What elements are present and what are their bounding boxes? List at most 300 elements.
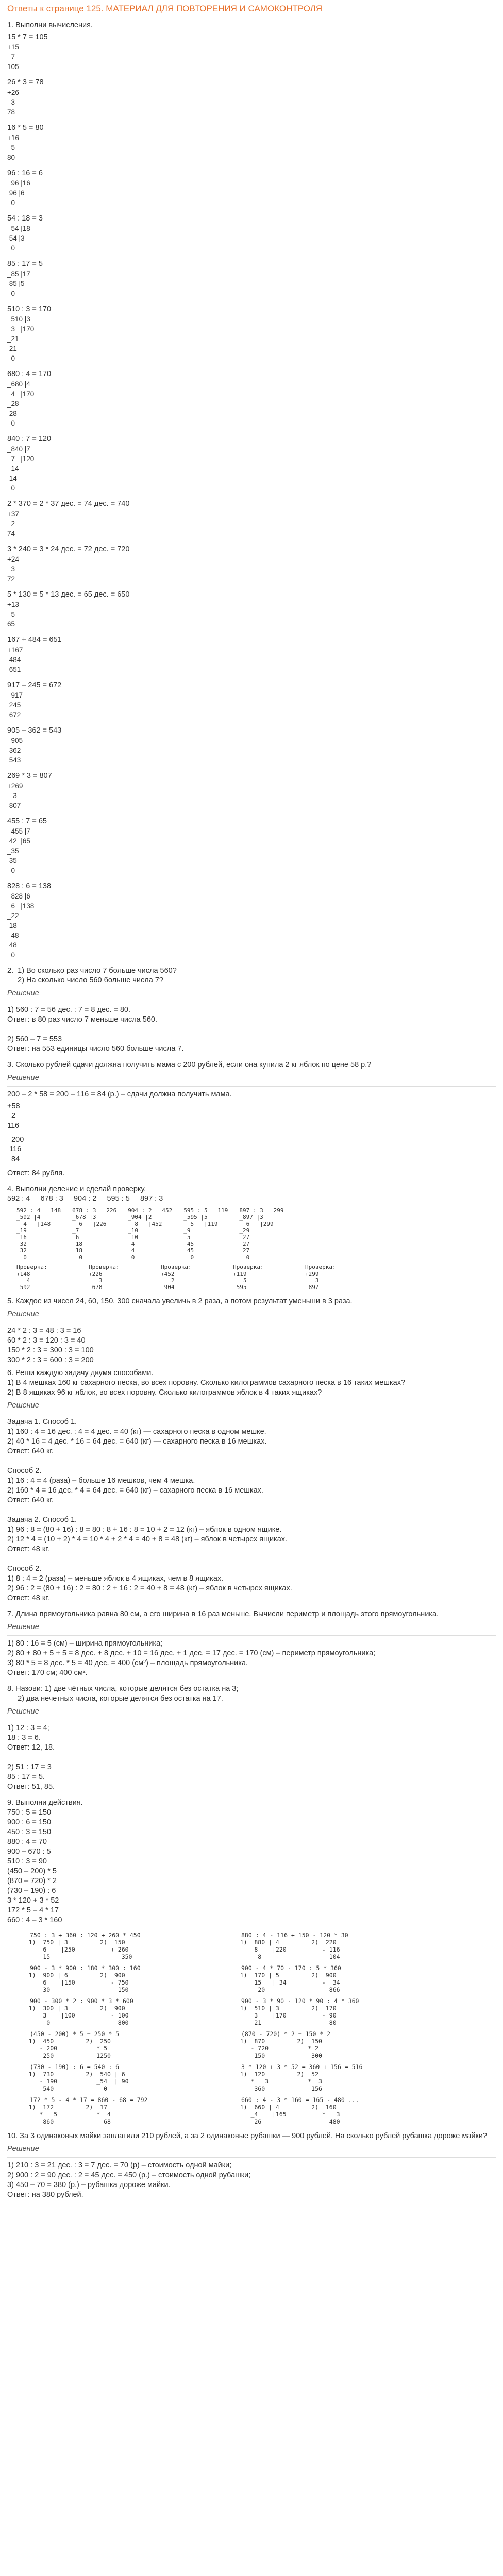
text-line: [7, 1456, 496, 1466]
expression-head: 172 * 5 - 4 * 17 = 860 - 68 = 792: [30, 2096, 148, 2104]
text-line: Ответ: 640 кг.: [7, 1496, 54, 1504]
task-1: [7, 21, 496, 960]
text-line: 3: [7, 98, 15, 106]
calc-line: _29: [239, 1227, 250, 1234]
text-line: 16 * 5 = 80: [7, 124, 44, 132]
text-line: 105: [7, 63, 19, 71]
text-line: 14: [7, 474, 17, 482]
calc-line: 4: [16, 1277, 30, 1284]
text-line: Ответ: 170 см; 400 см².: [7, 1669, 88, 1677]
expression-line: 1) 172 2) 17: [14, 2104, 108, 2111]
calc-line: 6 |226: [72, 1221, 107, 1227]
reshenie-label: Решение: [7, 1310, 39, 1318]
task-8-solution: [7, 1723, 496, 1792]
calc-block: [7, 882, 496, 960]
task-4-numbers: 592 : 4 678 : 3 904 : 2 595 : 5 897 : 3: [7, 1195, 163, 1203]
expression-line: 150 300: [226, 2052, 322, 2059]
task-3-heading: 3. Сколько рублей сдачи должна получить мама с 200 рублей, если она купила 2 кг яблок по цене 58 р.?: [7, 1061, 372, 1069]
text-line: _840 |7: [7, 445, 30, 453]
worked-expression: [226, 2030, 442, 2059]
text-line: 24 * 2 : 3 = 48 : 3 = 16: [7, 1327, 81, 1335]
text-line: 7: [7, 53, 15, 61]
expression-line: 0 800: [14, 2019, 129, 2026]
text-line: _35: [7, 847, 19, 855]
text-line: 1) 12 : 3 = 4;: [7, 1724, 49, 1732]
text-line: 116: [7, 1145, 22, 1154]
calc-line: _904 |2: [128, 1214, 152, 1221]
text-line: _905: [7, 737, 23, 744]
expression-line: _3 |170 - 90: [226, 2012, 337, 2019]
expression-line: 540 0: [14, 2085, 108, 2092]
text-line: 651: [7, 666, 21, 673]
calc-line: 592: [16, 1284, 30, 1291]
text-line: 3 * 240 = 3 * 24 дес. = 72 дес. = 720: [7, 545, 130, 553]
task-4: [7, 1184, 496, 1291]
task-2-heading: 2. 1) Во сколько раз число 7 больше числа 560?: [7, 967, 177, 975]
text-line: 78: [7, 108, 15, 116]
task-8-heading: 8. Назови: 1) две чётных числа, которые делятся без остатка на 3;: [7, 1685, 239, 1693]
text-line: 807: [7, 802, 21, 809]
expression-head: (450 - 200) * 5 = 250 * 5: [30, 2030, 120, 2038]
calc-line: _592 |4: [16, 1214, 41, 1221]
text-line: 2) 40 * 16 = 4 дес. * 16 = 64 дес. = 640 (кг) — сахарного песка в 16 мешках.: [7, 1437, 267, 1446]
text-line: 2) 900 : 2 = 90 дес. : 2 = 45 дес. = 450 (р.) – стоимость одной рубашки;: [7, 2171, 251, 2179]
calc-line: _32: [16, 1241, 27, 1247]
calc-line: 5: [233, 1277, 247, 1284]
expression-line: 21 80: [226, 2019, 337, 2026]
calc-line: Проверка:: [233, 1264, 264, 1270]
worked-expression: [226, 1964, 442, 1993]
expression-line: - 190 _54 | 90: [14, 2078, 129, 2085]
calc-line: +226: [89, 1270, 103, 1277]
divider: [7, 1086, 496, 1087]
expression-line: 1) 870 2) 150: [226, 2038, 322, 2045]
text-line: 917 – 245 = 672: [7, 681, 62, 689]
reshenie-label: Решение: [7, 1707, 39, 1716]
divider: [7, 1635, 496, 1636]
text-line: 362: [7, 747, 21, 754]
text-line: 1) 16 : 4 = 4 (раза) – больше 16 мешков, чем 4 мешка.: [7, 1477, 195, 1485]
text-line: _21: [7, 335, 19, 343]
task-3-calc-1: [7, 1101, 496, 1131]
calc-block: [7, 123, 496, 162]
calc-block: [7, 32, 496, 72]
division-block: [183, 1207, 228, 1261]
calc-line: Проверка:: [16, 1264, 47, 1270]
calc-block: [7, 499, 496, 538]
task-2-heading-2: 2) На сколько число 560 больше числа 7?: [7, 976, 163, 985]
text-line: 1) 8 : 4 = 2 (раза) – меньше яблок в 4 ящиках, чем в 8 ящиках.: [7, 1574, 224, 1583]
task-6-heading: 6. Реши каждую задачу двумя способами.: [7, 1369, 154, 1377]
text-line: _14: [7, 465, 19, 472]
expression-line: 20 866: [226, 1986, 340, 1993]
calc-block: [7, 214, 496, 253]
calc-block: [7, 259, 496, 298]
text-line: 0: [7, 419, 15, 427]
text-line: 510 : 3 = 90: [7, 1857, 47, 1866]
text-line: 85 |5: [7, 280, 25, 287]
worked-expression: [14, 1931, 210, 1960]
expression-head: 750 : 3 + 360 : 120 + 260 * 450: [30, 1931, 141, 1939]
text-line: _917: [7, 691, 23, 699]
expression-head: (870 - 720) * 2 = 150 * 2: [241, 2030, 331, 2038]
text-line: _22: [7, 912, 19, 920]
calc-block: [7, 590, 496, 629]
text-line: 0: [7, 951, 15, 959]
calc-line: 595 : 5 = 119: [183, 1207, 228, 1214]
text-line: 85 : 17 = 5: [7, 260, 43, 268]
text-line: Ответ: 640 кг.: [7, 1447, 54, 1455]
page-title: Ответы к странице 125. МАТЕРИАЛ ДЛЯ ПОВТОРЕНИЯ И САМОКОНТРОЛЯ: [7, 4, 323, 13]
text-line: 7 |120: [7, 455, 35, 463]
calc-line: _18: [72, 1241, 82, 1247]
text-line: Задача 2. Способ 1.: [7, 1516, 77, 1524]
text-line: +37: [7, 510, 19, 518]
reshenie-label: Решение: [7, 1074, 39, 1082]
text-line: 1) 560 : 7 = 56 дес. : 7 = 8 дес. = 80.: [7, 1006, 131, 1014]
task-5-solution: [7, 1326, 496, 1365]
text-line: 905 – 362 = 543: [7, 726, 62, 735]
text-line: 200 – 2 * 58 = 200 – 116 = 84 (р.) – сдачи должна получить мама.: [7, 1090, 232, 1098]
calc-line: 5: [183, 1234, 191, 1241]
calc-line: _4: [128, 1241, 135, 1247]
text-line: +16: [7, 134, 19, 142]
text-line: 510 : 3 = 170: [7, 305, 52, 313]
text-line: Ответ: 48 кг.: [7, 1594, 49, 1602]
task-4-checks: [7, 1264, 496, 1291]
text-line: +15: [7, 43, 19, 51]
text-line: 672: [7, 711, 21, 719]
text-line: [7, 1753, 496, 1762]
text-line: [7, 1025, 496, 1035]
text-line: 72: [7, 575, 15, 583]
calc-line: 8 |452: [128, 1221, 162, 1227]
expression-line: 1) 900 | 6 2) 900: [14, 1972, 125, 1979]
worked-expression: [14, 1964, 210, 1993]
expression-line: 8 104: [226, 1953, 340, 1960]
text-line: 2) 80 + 80 + 5 + 5 = 8 дес. + 8 дес. + 10 = 16 дес. + 1 дес. = 17 дес. = 170 (см) – периметр прямоугольника;: [7, 1649, 376, 1657]
text-line: Способ 2.: [7, 1565, 42, 1573]
division-block: [16, 1207, 61, 1261]
expression-line: 1) 880 | 4 2) 220: [226, 1939, 337, 1946]
reshenie-label: Решение: [7, 2145, 39, 2153]
expression-head: 880 : 4 - 116 + 150 - 120 * 30: [241, 1931, 348, 1939]
calc-line: 0: [128, 1254, 135, 1261]
calc-line: 904: [161, 1284, 175, 1291]
calc-block: [7, 304, 496, 363]
expression-head: 900 - 4 * 70 - 170 : 5 * 360: [241, 1964, 341, 1972]
calc-block: [7, 681, 496, 720]
text-line: 28: [7, 410, 17, 417]
calc-line: Проверка:: [305, 1264, 336, 1270]
text-line: _85 |17: [7, 270, 30, 278]
task-8-heading-2: 2) два нечетных числа, которые делятся без остатка на 17.: [7, 1694, 223, 1703]
calc-line: 3: [305, 1277, 319, 1284]
expression-line: 1) 660 | 4 2) 160: [226, 2104, 337, 2111]
text-line: (870 – 720) * 2: [7, 1877, 57, 1885]
calc-line: 3: [89, 1277, 103, 1284]
division-block: [239, 1207, 283, 1261]
text-line: 828 : 6 = 138: [7, 882, 52, 890]
text-line: 54 |3: [7, 234, 25, 242]
expression-head: (730 - 190) : 6 = 540 : 6: [30, 2063, 120, 2071]
worked-expression: [14, 2030, 210, 2059]
text-line: _54 |18: [7, 225, 30, 232]
check-block: [233, 1264, 290, 1291]
expression-head: 900 - 3 * 90 - 120 * 90 : 4 * 360: [241, 1997, 359, 2005]
text-line: 840 : 7 = 120: [7, 435, 52, 443]
task-9-heading: 9. Выполни действия.: [7, 1799, 83, 1807]
text-line: +13: [7, 601, 19, 608]
reshenie-label: Решение: [7, 1623, 39, 1631]
calc-line: 595: [233, 1284, 247, 1291]
calc-line: 0: [72, 1254, 82, 1261]
text-line: 150 * 2 : 3 = 300 : 3 = 100: [7, 1346, 94, 1354]
calc-line: 897: [305, 1284, 319, 1291]
text-line: 2 * 370 = 2 * 37 дес. = 74 дес. = 740: [7, 500, 130, 508]
text-line: 2) 12 * 4 = (10 + 2) * 4 = 10 * 4 + 2 * 4 = 40 + 8 = 48 (кг) – яблок в четырех ящиках.: [7, 1535, 288, 1544]
calc-line: 32: [16, 1247, 27, 1254]
text-line: 116: [7, 1122, 20, 1130]
expression-line: * 3 * 3: [226, 2078, 322, 2085]
text-line: Ответ: 48 кг.: [7, 1545, 49, 1553]
task-3-answer: Ответ: 84 рубля.: [7, 1169, 65, 1177]
reshenie-label: Решение: [7, 1401, 39, 1410]
check-block: [161, 1264, 217, 1291]
text-line: 1) 160 : 4 = 16 дес. : 4 = 4 дес. = 40 (кг) — сахарного песка в одном мешке.: [7, 1428, 266, 1436]
expression-line: 1) 510 | 3 2) 170: [226, 2005, 337, 2012]
text-line: 80: [7, 154, 15, 161]
text-line: _48: [7, 931, 19, 939]
text-line: Ответ: на 380 рублей.: [7, 2191, 83, 2199]
text-line: 660 : 4 – 3 * 160: [7, 1916, 62, 1924]
reshenie-label: Решение: [7, 989, 39, 997]
text-line: 2) 51 : 17 = 3: [7, 1763, 52, 1771]
expression-line: 1) 750 | 3 2) 150: [14, 1939, 125, 1946]
text-line: 245: [7, 701, 21, 709]
expression-head: 900 - 300 * 2 : 900 * 3 * 600: [30, 1997, 133, 2005]
calc-line: _45: [183, 1241, 194, 1247]
calc-line: 4: [128, 1247, 135, 1254]
text-line: 60 * 2 : 3 = 120 : 3 = 40: [7, 1336, 86, 1345]
text-line: 3) 450 – 70 = 380 (р.) – рубашка дороже майки.: [7, 2181, 171, 2189]
text-line: _455 |7: [7, 827, 30, 835]
calc-line: 592 : 4 = 148: [16, 1207, 61, 1214]
text-line: 3 * 120 + 3 * 52: [7, 1896, 59, 1905]
text-line: 74: [7, 530, 15, 537]
calc-line: 27: [239, 1234, 250, 1241]
task-8: [7, 1684, 496, 1792]
expression-line: 30 150: [14, 1986, 129, 1993]
text-line: 900 – 670 : 5: [7, 1848, 51, 1856]
text-line: 3 |170: [7, 325, 35, 333]
text-line: 85 : 17 = 5.: [7, 1773, 45, 1781]
text-line: +24: [7, 555, 19, 563]
calc-line: 0: [183, 1254, 194, 1261]
text-line: 900 : 6 = 150: [7, 1818, 52, 1826]
text-line: 3) 80 * 5 = 8 дес. * 5 = 40 дес. = 400 (см²) – площадь прямоугольника.: [7, 1659, 248, 1667]
calc-line: +299: [305, 1270, 319, 1277]
text-line: Ответ: 12, 18.: [7, 1743, 55, 1752]
task-10: [7, 2131, 496, 2200]
text-line: (730 – 190) : 6: [7, 1887, 56, 1895]
task-6-question-2: 2) В 8 ящиках 96 кг яблок, во всех поровну. Сколько килограммов яблок в 4 таких ящиках?: [7, 1388, 322, 1397]
task-5-heading: 5. Каждое из чисел 24, 60, 150, 300 сначала увеличь в 2 раза, а потом результат уменьши в 3 раза.: [7, 1297, 353, 1306]
text-line: 2) 560 – 7 = 553: [7, 1035, 62, 1043]
text-line: 0: [7, 244, 15, 252]
calc-block: [7, 726, 496, 765]
text-line: 2: [7, 1112, 16, 1120]
calc-line: Проверка:: [161, 1264, 192, 1270]
task-6-solution: [7, 1417, 496, 1603]
worked-expression: [14, 1997, 210, 2026]
task-9: [7, 1798, 496, 2125]
task-10-solution: [7, 2161, 496, 2200]
worked-expression: [226, 2063, 442, 2092]
text-line: +26: [7, 89, 19, 96]
calc-block: [7, 434, 496, 493]
text-line: 2: [7, 520, 15, 528]
calc-block: [7, 78, 496, 117]
calc-line: _595 |5: [183, 1214, 208, 1221]
expression-head: 660 : 4 - 3 * 160 = 165 - 480 ...: [241, 2096, 359, 2104]
text-line: _200: [7, 1136, 24, 1144]
task-3-calc-2: [7, 1135, 496, 1164]
calc-line: 6: [72, 1234, 79, 1241]
check-block: [89, 1264, 145, 1291]
task-2-solution: [7, 1005, 496, 1054]
text-line: Ответ: на 553 единицы число 560 больше числа 7.: [7, 1045, 184, 1053]
check-block: [16, 1264, 73, 1291]
text-line: 3: [7, 792, 17, 800]
calc-line: _10: [128, 1227, 139, 1234]
calc-line: +119: [233, 1270, 247, 1277]
task-7: [7, 1609, 496, 1678]
calc-line: 45: [183, 1247, 194, 1254]
text-line: 48: [7, 941, 17, 949]
calc-block: [7, 771, 496, 810]
expression-line: 360 156: [226, 2085, 322, 2092]
text-line: 15 * 7 = 105: [7, 33, 48, 41]
calc-line: _678 |3: [72, 1214, 96, 1221]
text-line: 1) 80 : 16 = 5 (см) – ширина прямоугольника;: [7, 1639, 163, 1648]
text-line: 35: [7, 857, 17, 865]
calc-line: _897 |3: [239, 1214, 263, 1221]
calc-line: 27: [239, 1247, 250, 1254]
task-4-divisions: [7, 1207, 496, 1261]
calc-line: 6 |299: [239, 1221, 274, 1227]
expression-head: 3 * 120 + 3 * 52 = 360 + 156 = 516: [241, 2063, 363, 2071]
expression-line: 1) 120 2) 52: [226, 2071, 319, 2078]
task-1-heading: 1. Выполни вычисления.: [7, 21, 93, 29]
worked-expression: [14, 2096, 210, 2125]
text-line: 0: [7, 484, 15, 492]
text-line: 680 : 4 = 170: [7, 370, 52, 378]
text-line: 750 : 5 = 150: [7, 1808, 52, 1817]
expression-line: _8 |220 - 116: [226, 1946, 340, 1953]
divider: [7, 2157, 496, 2158]
text-line: 0: [7, 199, 15, 207]
text-line: 2) 96 : 2 = (80 + 16) : 2 = 80 : 2 + 16 : 2 = 40 + 8 = 48 (кг) – яблок в четырех ящиках.: [7, 1584, 292, 1592]
text-line: 300 * 2 : 3 = 600 : 3 = 200: [7, 1356, 94, 1364]
text-line: 1) 96 : 8 = (80 + 16) : 8 = 80 : 8 + 16 : 8 = 10 + 2 = 12 (кг) – яблок в одном ящике.: [7, 1526, 282, 1534]
text-line: +269: [7, 782, 23, 790]
text-line: 4 |170: [7, 390, 35, 398]
text-line: 5: [7, 144, 15, 151]
text-line: +167: [7, 646, 23, 654]
text-line: _510 |3: [7, 315, 30, 323]
expression-line: 250 1250: [14, 2052, 111, 2059]
text-line: 0: [7, 867, 15, 874]
text-line: 455 : 7 = 65: [7, 817, 47, 825]
text-line: 96 : 16 = 6: [7, 169, 43, 177]
worked-expression: [226, 1997, 442, 2026]
expression-line: _15 | 34 - 34: [226, 1979, 340, 1986]
calc-block: [7, 817, 496, 875]
text-line: 5 * 130 = 5 * 13 дес. = 65 дес. = 650: [7, 590, 130, 599]
task-9-list: [7, 1808, 496, 1925]
calc-line: _7: [72, 1227, 79, 1234]
text-line: 0: [7, 290, 15, 297]
text-line: [7, 1505, 496, 1515]
calc-line: 0: [239, 1254, 250, 1261]
task-4-heading: 4. Выполни деление и сделай проверку.: [7, 1185, 146, 1193]
text-line: 450 : 3 = 150: [7, 1828, 52, 1836]
expression-line: _4 |165 * 3: [226, 2111, 340, 2118]
expression-line: - 200 * 5: [14, 2045, 108, 2052]
worked-expression: [226, 1931, 442, 1960]
expression-line: 1) 300 | 3 2) 900: [14, 2005, 125, 2012]
calc-line: 5 |119: [183, 1221, 218, 1227]
calc-line: _9: [183, 1227, 191, 1234]
calc-line: 16: [16, 1234, 27, 1241]
text-line: 6 |138: [7, 902, 35, 910]
calc-line: 678 : 3 = 226: [72, 1207, 117, 1214]
expression-line: _6 |250 + 260: [14, 1946, 129, 1953]
text-line: Способ 2.: [7, 1467, 42, 1475]
text-line: +58: [7, 1102, 20, 1110]
task-5: [7, 1297, 496, 1365]
text-line: 484: [7, 656, 21, 664]
expression-line: 860 68: [14, 2118, 111, 2125]
calc-block: [7, 635, 496, 674]
text-line: _28: [7, 400, 19, 408]
task-6: [7, 1368, 496, 1603]
calc-line: Проверка:: [89, 1264, 120, 1270]
text-line: 18: [7, 922, 17, 929]
task-7-heading: 7. Длина прямоугольника равна 80 см, а его ширина в 16 раз меньше. Вычисли периметр и площадь этого прямоугольника.: [7, 1610, 439, 1618]
task-3-solution: [7, 1090, 496, 1099]
calc-line: 0: [16, 1254, 27, 1261]
expression-line: 1) 170 | 5 2) 900: [226, 1972, 337, 1979]
text-line: Задача 1. Способ 1.: [7, 1418, 77, 1426]
text-line: 84: [7, 1155, 20, 1163]
calc-line: 897 : 3 = 299: [239, 1207, 284, 1214]
task-9-worked-expressions: [7, 1931, 496, 2125]
worked-expression: [14, 2063, 210, 2092]
text-line: [7, 1554, 496, 1564]
expression-line: * 5 * 4: [14, 2111, 111, 2118]
check-block: [305, 1264, 362, 1291]
calc-line: 904 : 2 = 452: [128, 1207, 173, 1214]
text-line: 167 + 484 = 651: [7, 636, 62, 644]
expression-line: _3 |100 - 100: [14, 2012, 129, 2019]
expression-head: 900 - 3 * 900 : 180 * 300 : 160: [30, 1964, 141, 1972]
expression-line: - 720 * 2: [226, 2045, 319, 2052]
division-block: [128, 1207, 172, 1261]
text-line: 543: [7, 756, 21, 764]
text-line: _96 |16: [7, 179, 30, 187]
